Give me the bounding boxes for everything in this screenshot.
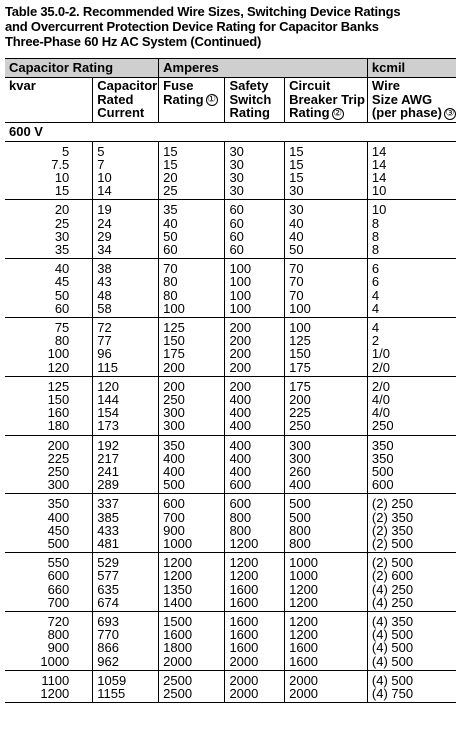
footnote-3-marker: ③ <box>445 107 455 119</box>
header-breaker-trip: Circuit Breaker Trip Rating ② <box>285 78 368 123</box>
kvar-cell: 350 400 450 500 <box>5 494 93 553</box>
safety-switch-cell: 30 30 30 30 <box>225 141 285 200</box>
table-row-group <box>5 435 456 494</box>
table-title <box>5 4 457 49</box>
current-cell: 693 770 866 962 <box>93 612 159 671</box>
kvar-cell: 720 800 900 1000 <box>5 612 93 671</box>
header-fuse-rating: Fuse Rating ① <box>159 78 225 123</box>
table-row-group <box>5 612 456 671</box>
header-kcmil: kcmil <box>367 59 456 78</box>
kvar-cell: 20 25 30 35 <box>5 200 93 259</box>
voltage-label: 600 V <box>9 123 43 139</box>
wire-size-table <box>5 58 456 703</box>
safety-switch-cell: 60 60 60 60 <box>225 200 285 259</box>
footnote-1-marker: ① <box>207 94 217 106</box>
wire-size-cell: 4 2 1/0 2/0 <box>367 318 456 377</box>
current-cell: 1059 1155 <box>93 670 159 702</box>
current-cell: 38 43 48 58 <box>93 259 159 318</box>
header-rated-current: Capacitor Rated Current <box>93 78 159 123</box>
footnote-2-marker: ② <box>333 107 343 119</box>
table-row-group <box>5 376 456 435</box>
wire-size-cell: (4) 500 (4) 750 <box>367 670 456 702</box>
fuse-cell: 350 400 400 500 <box>159 435 225 494</box>
kvar-cell: 550 600 660 700 <box>5 553 93 612</box>
header-safety-switch: Safety Switch Rating <box>225 78 285 123</box>
fuse-cell: 1500 1600 1800 2000 <box>159 612 225 671</box>
breaker-cell: 70 70 70 100 <box>285 259 368 318</box>
safety-switch-cell: 1200 1200 1600 1600 <box>225 553 285 612</box>
voltage-row <box>5 122 456 141</box>
header-capacitor-rating: Capacitor Rating <box>5 59 159 78</box>
breaker-cell: 30 40 40 50 <box>285 200 368 259</box>
breaker-cell: 15 15 15 30 <box>285 141 368 200</box>
fuse-cell: 70 80 80 100 <box>159 259 225 318</box>
wire-size-cell: (2) 250 (2) 350 (2) 350 (2) 500 <box>367 494 456 553</box>
kvar-cell: 200 225 250 300 <box>5 435 93 494</box>
table-row-group <box>5 494 456 553</box>
wire-size-cell: (4) 350 (4) 500 (4) 500 (4) 500 <box>367 612 456 671</box>
current-cell: 72 77 96 115 <box>93 318 159 377</box>
fuse-cell: 125 150 175 200 <box>159 318 225 377</box>
breaker-cell: 175 200 225 250 <box>285 376 368 435</box>
fuse-cell: 1200 1200 1350 1400 <box>159 553 225 612</box>
title-line-3: Three-Phase 60 Hz AC System (Continued) <box>5 34 262 49</box>
table-row-group <box>5 141 456 200</box>
table-row-group <box>5 200 456 259</box>
safety-switch-cell: 400 400 400 600 <box>225 435 285 494</box>
kvar-cell: 1100 1200 <box>5 670 93 702</box>
header-group-row <box>5 59 456 78</box>
title-line-1: Table 35.0-2. Recommended Wire Sizes, Switching Device Ratings <box>5 4 401 19</box>
current-cell: 337 385 433 481 <box>93 494 159 553</box>
breaker-cell: 1200 1200 1600 1600 <box>285 612 368 671</box>
wire-size-cell: 14 14 14 10 <box>367 141 456 200</box>
breaker-cell: 2000 2000 <box>285 670 368 702</box>
current-cell: 19 24 29 34 <box>93 200 159 259</box>
wire-size-cell: 2/0 4/0 4/0 250 <box>367 376 456 435</box>
breaker-cell: 1000 1000 1200 1200 <box>285 553 368 612</box>
breaker-cell: 300 300 260 400 <box>285 435 368 494</box>
kvar-cell: 125 150 160 180 <box>5 376 93 435</box>
wire-size-cell: 350 350 500 600 <box>367 435 456 494</box>
header-kvar: kvar <box>5 78 93 123</box>
table-row-group <box>5 670 456 702</box>
safety-switch-cell: 200 200 200 200 <box>225 318 285 377</box>
safety-switch-cell: 2000 2000 <box>225 670 285 702</box>
current-cell: 120 144 154 173 <box>93 376 159 435</box>
kvar-cell: 75 80 100 120 <box>5 318 93 377</box>
wire-size-cell: 6 6 4 4 <box>367 259 456 318</box>
kvar-cell: 5 7.5 10 15 <box>5 141 93 200</box>
current-cell: 5 7 10 14 <box>93 141 159 200</box>
current-cell: 529 577 635 674 <box>93 553 159 612</box>
fuse-cell: 200 250 300 300 <box>159 376 225 435</box>
fuse-cell: 2500 2500 <box>159 670 225 702</box>
fuse-cell: 600 700 900 1000 <box>159 494 225 553</box>
safety-switch-cell: 100 100 100 100 <box>225 259 285 318</box>
header-amperes: Amperes <box>159 59 368 78</box>
wire-size-cell: 10 8 8 8 <box>367 200 456 259</box>
title-line-2: and Overcurrent Protection Device Rating for Capacitor Banks <box>5 19 379 34</box>
fuse-cell: 15 15 20 25 <box>159 141 225 200</box>
current-cell: 192 217 241 289 <box>93 435 159 494</box>
table-row-group <box>5 553 456 612</box>
table-row-group <box>5 259 456 318</box>
safety-switch-cell: 200 400 400 400 <box>225 376 285 435</box>
table-row-group <box>5 318 456 377</box>
header-column-row <box>5 78 456 123</box>
safety-switch-cell: 1600 1600 1600 2000 <box>225 612 285 671</box>
kvar-cell: 40 45 50 60 <box>5 259 93 318</box>
breaker-cell: 500 500 800 800 <box>285 494 368 553</box>
fuse-cell: 35 40 50 60 <box>159 200 225 259</box>
wire-size-cell: (2) 500 (2) 600 (4) 250 (4) 250 <box>367 553 456 612</box>
breaker-cell: 100 125 150 175 <box>285 318 368 377</box>
safety-switch-cell: 600 800 800 1200 <box>225 494 285 553</box>
header-wire-size: Wire Size AWG (per phase) ③ <box>367 78 456 123</box>
